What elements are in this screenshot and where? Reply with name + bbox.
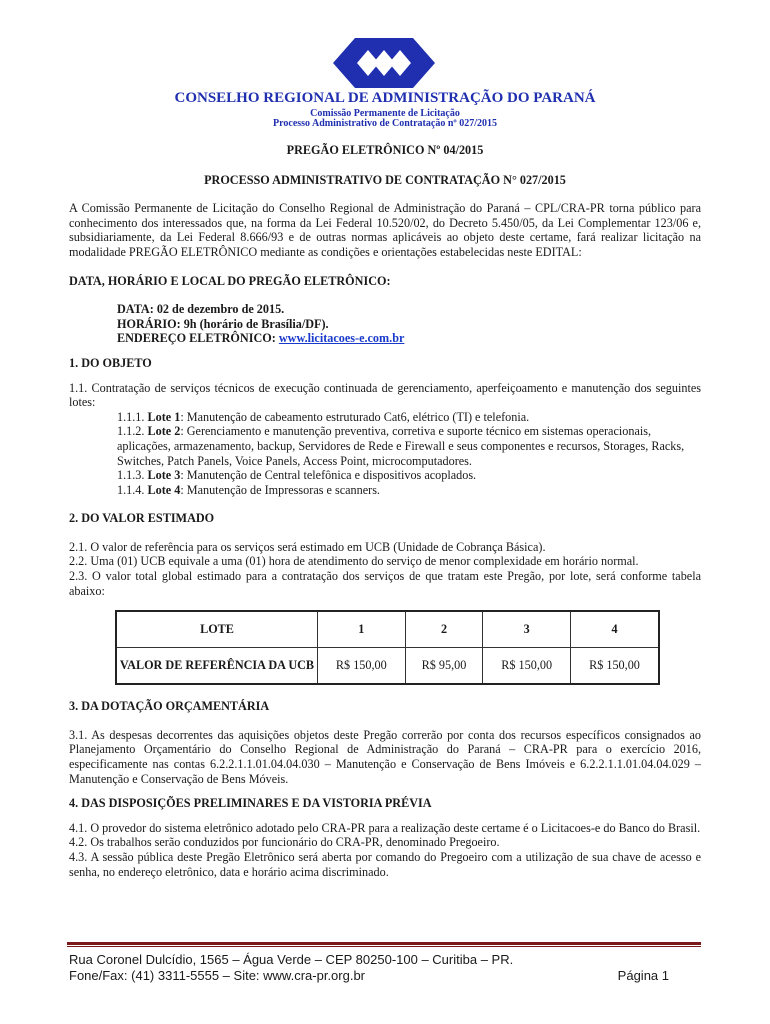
- section1-heading: 1. DO OBJETO: [69, 355, 152, 370]
- footer-contact: Fone/Fax: (41) 3311-5555 – Site: www.cra-pr.org.br: [69, 968, 366, 983]
- table-header-cell: 3: [483, 611, 571, 648]
- table-header-cell: 1: [318, 611, 406, 648]
- table-cell: R$ 150,00: [571, 648, 660, 685]
- section4-p1: 4.1. O provedor do sistema eletrônico adotado pelo CRA-PR para a realização deste certame é o Licitacoes-e do Banco do Brasil.: [69, 820, 701, 835]
- address-label: ENDEREÇO ELETRÔNICO:: [117, 331, 279, 346]
- committee-name: Comissão Permanente de Licitação: [310, 108, 460, 119]
- reference-value-table: [115, 610, 660, 685]
- section3-heading: 3. DA DOTAÇÃO ORÇAMENTÁRIA: [69, 699, 270, 714]
- licitacoes-link[interactable]: www.licitacoes-e.com.br: [278, 331, 405, 346]
- schedule-heading: DATA, HORÁRIO E LOCAL DO PREGÃO ELETRÔNICO:: [69, 273, 391, 288]
- process-reference: Processo Administrativo de Contratação nº 027/2015: [273, 118, 497, 129]
- section4-p2: 4.2. Os trabalhos serão conduzidos por funcionário do CRA-PR, denominado Pregoeiro.: [69, 835, 500, 850]
- table-cell: R$ 150,00: [483, 648, 571, 685]
- section2-p3: 2.3. O valor total global estimado para a contratação dos serviços de que tratam este Pregão, por lote, será conforme tabela abaixo:: [69, 569, 701, 598]
- lote-item: 1.1.3. Lote 3: Manutenção de Central telefônica e dispositivos acoplados.: [117, 468, 477, 483]
- org-name: CONSELHO REGIONAL DE ADMINISTRAÇÃO DO PARANÁ: [174, 90, 596, 106]
- section4-heading: 4. DAS DISPOSIÇÕES PRELIMINARES E DA VISTORIA PRÉVIA: [69, 796, 432, 811]
- table-header-cell: LOTE: [116, 611, 318, 648]
- lote-item: 1.1.4. Lote 4: Manutenção de Impressoras e scanners.: [117, 482, 380, 497]
- cra-logo: [333, 38, 435, 88]
- section1-text: 1.1. Contratação de serviços técnicos de execução continuada de gerenciamento, aperfeiçoamento e manutenção dos seguintes lotes:: [69, 380, 701, 410]
- lote-item: 1.1.2. Lote 2: Gerenciamento e manutenção preventiva, corretiva e suporte técnico em sistemas operacionais, aplicações, armazenamento, backup, Servidores de Rede e Firewall e seus componentes e recursos, Storages, Racks, Switches, Patch Panels, Voice Panels, Access Point, microcomputadores.: [117, 424, 685, 468]
- schedule-date: DATA: 02 de dezembro de 2015.: [117, 302, 285, 317]
- table-row: [116, 648, 659, 685]
- table-header-cell: 4: [571, 611, 660, 648]
- table-cell: R$ 95,00: [405, 648, 483, 685]
- page-number: Página 1: [617, 968, 669, 983]
- lote-item: 1.1.1. Lote 1: Manutenção de cabeamento estruturado Cat6, elétrico (TI) e telefonia.: [117, 409, 530, 424]
- intro-paragraph: A Comissão Permanente de Licitação do Conselho Regional de Administração do Paraná – CPL/CRA-PR torna público para conhecimento dos interessados que, na forma da Lei Federal 10.520/02, do Decreto 5.450/05, da Lei Complementar 123/06 e, subsidiariamente, da Lei Federal 8.666/93 e de outras normas aplicáveis ao objeto deste certame, fará realizar licitação na modalidade PREGÃO ELETRÔNICO mediante as condições e orientações estabelecidas neste EDITAL:: [69, 201, 701, 259]
- table-row: [116, 611, 659, 648]
- section2-p1: 2.1. O valor de referência para os serviços será estimado em UCB (Unidade de Cobrança Básica).: [69, 539, 546, 554]
- table-header-cell: 2: [405, 611, 483, 648]
- schedule-address: [69, 331, 701, 346]
- footer-rule: [67, 942, 701, 945]
- schedule-time: HORÁRIO: 9h (horário de Brasília/DF).: [117, 316, 329, 331]
- document-body: [69, 143, 701, 879]
- pregao-title: PREGÃO ELETRÔNICO Nº 04/2015: [286, 143, 484, 157]
- page-footer: [69, 952, 701, 984]
- section3-p1: 3.1. As despesas decorrentes das aquisições objetos deste Pregão correrão por conta dos recursos específicos consignados ao Planejamento Orçamentário do Conselho Regional de Administração do Paraná – CRA-PR para o exercício 2016, especificamente nas contas 6.2.2.1.1.01.04.04.030 – Manutenção e Conservação de Bens Imóveis e 6.2.2.1.1.01.04.04.029 – Manutenção e Conservação de Bens Móveis.: [69, 727, 701, 786]
- section2-p2: 2.2. Uma (01) UCB equivale a uma (01) hora de atendimento do serviço de menor complexidade em horário normal.: [69, 554, 639, 569]
- section4-p3: 4.3. A sessão pública deste Pregão Eletrônico será aberta por comando do Pregoeiro com a utilização de sua chave de acesso e senha, no endereço eletrônico, data e horário acima discriminado.: [69, 850, 701, 879]
- footer-address: Rua Coronel Dulcídio, 1565 – Água Verde – CEP 80250-100 – Curitiba – PR.: [69, 952, 514, 967]
- table-row-label: VALOR DE REFERÊNCIA DA UCB: [116, 648, 318, 685]
- footer-rule-thin: [67, 946, 701, 947]
- processo-title: PROCESSO ADMINISTRATIVO DE CONTRATAÇÃO N° 027/2015: [204, 172, 566, 187]
- table-cell: R$ 150,00: [318, 648, 406, 685]
- section2-heading: 2. DO VALOR ESTIMADO: [69, 511, 215, 526]
